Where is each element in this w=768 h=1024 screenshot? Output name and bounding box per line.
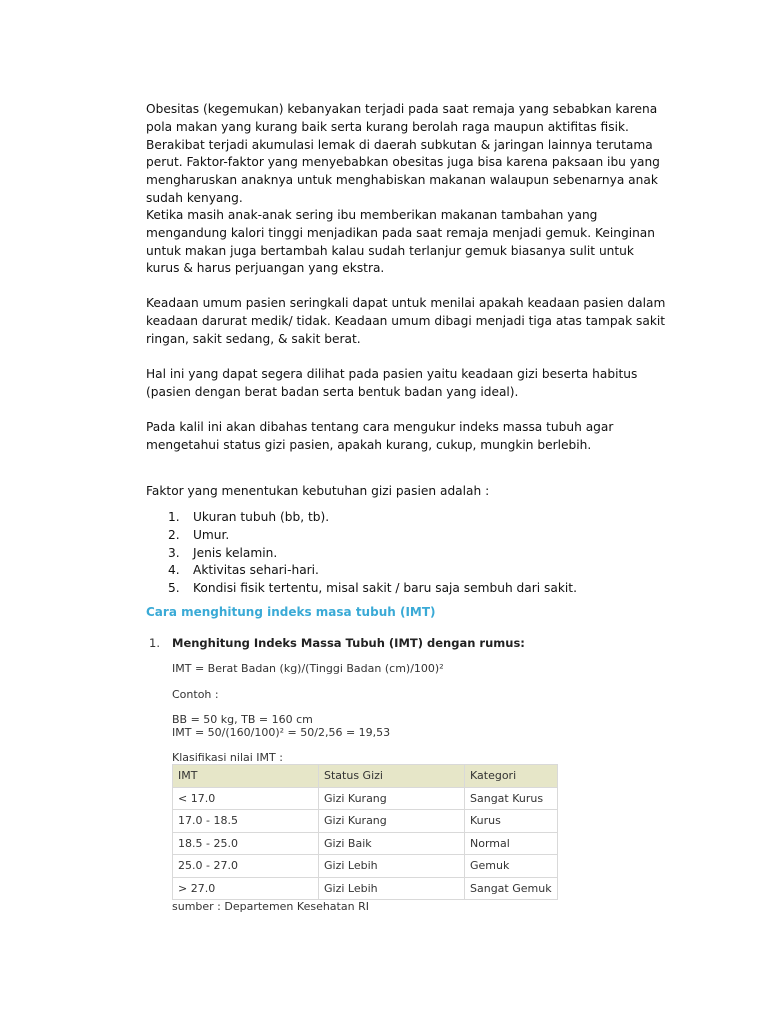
subsection-number: 1. — [149, 636, 160, 650]
table-header-row — [173, 765, 558, 788]
paragraph-obesitas: Obesitas (kegemukan) kebanyakan terjadi pada saat remaja yang sebabkan karena pola makan yang kurang baik serta kurang berolah raga maupun aktifitas fisik. Berakibat terjadi akumulasi lemak di daerah subkutan & jaringan lainnya terutama perut. Faktor-faktor yang menyebabkan obesitas juga bisa karena paksaan ibu yang mengharuskan anaknya untuk menghabiskan makanan walaupun sebenarnya anak sudah kenyang. — [146, 102, 660, 205]
cell-kategori: Gemuk — [465, 855, 558, 878]
source-note: sumber : Departemen Kesehatan RI — [172, 900, 369, 913]
cell-kategori: Normal — [465, 832, 558, 855]
cell-status: Gizi Lebih — [319, 855, 465, 878]
example-bb-tb: BB = 50 kg, TB = 160 cm — [172, 713, 313, 726]
list-item — [146, 527, 577, 545]
list-item-text: Jenis kelamin. — [193, 545, 278, 560]
table-row — [173, 832, 558, 855]
header-kategori: Kategori — [465, 765, 558, 788]
list-item-number: 2. — [168, 527, 180, 542]
header-status-gizi: Status Gizi — [319, 765, 465, 788]
cell-status: Gizi Kurang — [319, 810, 465, 833]
paragraph-indeks-massa: Pada kalil ini akan dibahas tentang cara mengukur indeks massa tubuh agar mengetahui status gizi pasien, apakah kurang, cukup, mungkin berlebih. — [146, 420, 614, 452]
subsection-title: Menghitung Indeks Massa Tubuh (IMT) dengan rumus: — [172, 636, 525, 650]
paragraph-anak-anak: Ketika masih anak-anak sering ibu memberikan makanan tambahan yang mengandung kalori tinggi menjadikan pada saat remaja menjadi gemuk. Keinginan untuk makan juga bertambah kalau sudah terlanjur gemuk biasanya sulit untuk kurus & harus perjuangan yang ekstra. — [146, 208, 655, 276]
list-item — [146, 545, 577, 563]
list-item — [146, 509, 577, 527]
list-item-text: Kondisi fisik tertentu, misal sakit / baru saja sembuh dari sakit. — [193, 581, 577, 596]
table-row — [173, 787, 558, 810]
cell-imt: > 27.0 — [173, 877, 319, 900]
cell-status: Gizi Baik — [319, 832, 465, 855]
cell-imt: 17.0 - 18.5 — [173, 810, 319, 833]
section-title: Cara menghitung indeks masa tubuh (IMT) — [146, 605, 436, 619]
header-imt: IMT — [173, 765, 319, 788]
table-row — [173, 810, 558, 833]
example-imt-calc: IMT = 50/(160/100)² = 50/2,56 = 19,53 — [172, 726, 391, 739]
list-item — [146, 562, 577, 580]
list-item-text: Umur. — [193, 527, 230, 542]
list-item-text: Ukuran tubuh (bb, tb). — [193, 510, 330, 524]
paragraph-keadaan-umum: Keadaan umum pasien seringkali dapat untuk menilai apakah keadaan pasien dalam keadaan darurat medik/ tidak. Keadaan umum dibagi menjadi tiga atas tampak sakit ringan, sakit sedang, & sakit berat. — [146, 296, 666, 346]
cell-kategori: Sangat Kurus — [465, 787, 558, 810]
cell-imt: 25.0 - 27.0 — [173, 855, 319, 878]
paragraph-faktor-intro: Faktor yang menentukan kebutuhan gizi pasien adalah : — [146, 484, 490, 498]
imt-classification-table — [172, 764, 558, 900]
table-row — [173, 855, 558, 878]
table-row — [173, 877, 558, 900]
cell-status: Gizi Kurang — [319, 787, 465, 810]
example-label: Contoh : — [172, 688, 219, 701]
list-item-number: 5. — [168, 581, 180, 596]
list-item-number: 3. — [168, 545, 180, 560]
list-item — [146, 580, 577, 598]
imt-formula: IMT = Berat Badan (kg)/(Tinggi Badan (cm)/100)² — [172, 662, 444, 675]
factor-list — [146, 509, 577, 598]
paragraph-keadaan-gizi: Hal ini yang dapat segera dilihat pada pasien yaitu keadaan gizi beserta habitus (pasien dengan berat badan serta bentuk badan yang ideal). — [146, 367, 638, 399]
list-item-text: Aktivitas sehari-hari. — [193, 563, 319, 578]
list-item-number: 1. — [168, 510, 180, 524]
cell-kategori: Sangat Gemuk — [465, 877, 558, 900]
cell-imt: 18.5 - 25.0 — [173, 832, 319, 855]
cell-imt: < 17.0 — [173, 787, 319, 810]
list-item-number: 4. — [168, 563, 180, 578]
cell-status: Gizi Lebih — [319, 877, 465, 900]
cell-kategori: Kurus — [465, 810, 558, 833]
classification-label: Klasifikasi nilai IMT : — [172, 751, 283, 764]
